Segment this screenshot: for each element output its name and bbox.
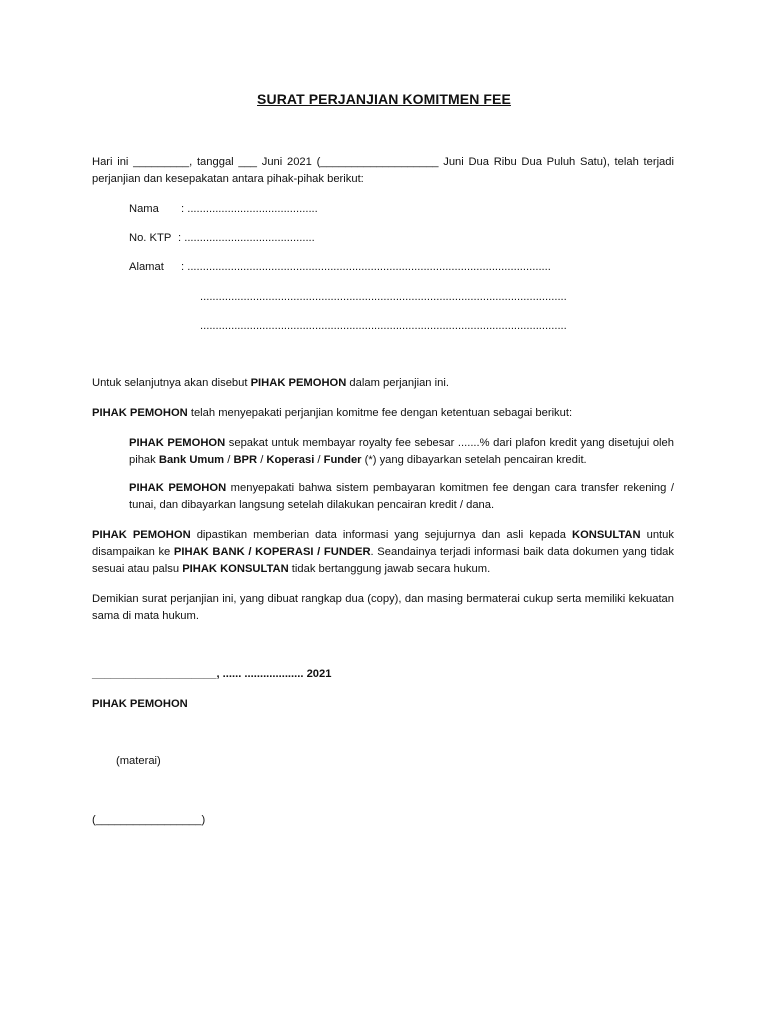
paragraph-2 [92, 405, 674, 422]
p5-konsultan: KONSULTAN [571, 529, 641, 541]
p5-text-h: tidak bertanggung jawab secara hukum. [288, 562, 491, 575]
p3-bpr: BPR [233, 453, 258, 466]
field-ktp-label: No. KTP [129, 232, 172, 244]
field-nama [129, 201, 318, 218]
paragraph-5 [92, 527, 674, 577]
paragraph-1 [92, 375, 674, 392]
field-ktp-value: : .......................................... [178, 232, 315, 244]
signature-stamp: (materai) [116, 755, 161, 767]
field-nama-value: : .......................................... [181, 203, 318, 215]
field-ktp [129, 230, 315, 247]
p5-text-d: untuk disampaikan ke [92, 529, 674, 558]
p3-text-j: (*) yang dibayarkan setelah pencairan kredit. [361, 453, 587, 466]
signature-name-line: (_________________) [92, 814, 206, 826]
paragraph-6: Demikian surat perjanjian ini, yang dibuat rangkap dua (copy), dan masing bermaterai cukup serta memiliki kekuatan sama di mata hukum. [92, 593, 674, 622]
p5-text-b: dipastikan memberian data informasi yang sejujurnya dan asli kepada [190, 529, 572, 541]
p5-text-f: . Seandainya terjadi informasi baik data dokumen yang tidak sesuai atau palsu [92, 545, 674, 575]
p2-party: PIHAK PEMOHON [92, 407, 188, 419]
p3-koperasi: Koperasi [266, 453, 315, 466]
p4-party: PIHAK PEMOHON [129, 482, 227, 494]
field-alamat-value: : ..................................................................................................................... [181, 261, 551, 273]
p3-sep-2: / [257, 453, 267, 466]
signature-place-date: ____________________, ...... ................... 2021 [92, 668, 332, 680]
document-title: SURAT PERJANJIAN KOMITMEN FEE [257, 91, 511, 107]
p3-sep-1: / [224, 453, 234, 466]
field-alamat-label: Alamat [129, 261, 164, 273]
p5-pihak-bank: PIHAK BANK / KOPERASI / FUNDER [173, 545, 371, 558]
p5-pihak-konsultan: PIHAK KONSULTAN [182, 562, 289, 575]
field-alamat-continuation-1: ...................................................................................................................... [200, 291, 567, 303]
intro-paragraph [92, 154, 674, 188]
p1-text-c: dalam perjanjian ini. [346, 377, 449, 389]
paragraph-3 [129, 435, 674, 469]
intro-line-2: perjanjian dan kesepakatan antara pihak-pihak berikut: [92, 172, 364, 185]
field-nama-label: Nama [129, 203, 159, 215]
intro-line-1: Hari ini _________, tanggal ___ Juni 2021 (___________________ Juni Dua Ribu Dua Puluh Satu), telah terjadi [92, 156, 674, 168]
p3-funder: Funder [323, 453, 362, 466]
field-alamat-continuation-2: ...................................................................................................................... [200, 320, 567, 332]
signature-party: PIHAK PEMOHON [92, 698, 188, 710]
field-alamat [129, 259, 551, 276]
p3-text-b: sepakat untuk membayar royalty fee sebesar .......% dari plafon kredit yang disetujui oleh pihak [129, 437, 674, 466]
p5-party: PIHAK PEMOHON [92, 529, 191, 541]
p4-text: menyepakati bahwa sistem pembayaran komitmen fee dengan cara transfer rekening / tunai, dan dibayarkan langsung setelah dilakukan pencairan kredit / dana. [129, 482, 674, 511]
p1-text-a: Untuk selanjutnya akan disebut [92, 377, 251, 389]
p2-text: telah menyepakati perjanjian komitme fee dengan ketentuan sebagai berikut: [187, 407, 573, 419]
p3-bank-umum: Bank Umum [158, 453, 225, 466]
p1-party: PIHAK PEMOHON [250, 377, 347, 389]
paragraph-4 [129, 480, 674, 514]
p3-party: PIHAK PEMOHON [129, 437, 226, 449]
p3-sep-3: / [314, 453, 324, 466]
